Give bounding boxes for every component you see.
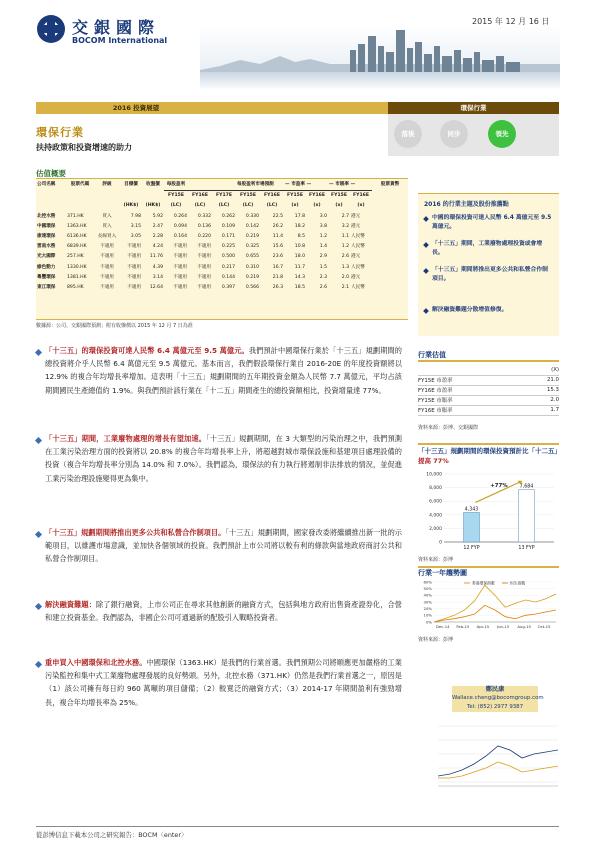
table-cell: 0.171 xyxy=(221,234,235,240)
table-cell: 長線買入 xyxy=(97,234,117,240)
table-header-cell xyxy=(94,201,120,211)
paragraph-body: 我們預計中國環保行業於「十三五」規劃期間的總投資將介乎人民幣 6.4 萬億元至 9.5 萬億元。基本而言，我們假設環保行業自 2016-20E 的年度投資額將以 12.9% 的複合年均增長率增加。這表明「十三五」規劃期間的五年期投資金額為人民幣 7.7 萬億元，平均占該期間國民生產總值約 1.9%。與我們預計該行業在「十二五」期間產生的總投資額相比，投資增量達 77%。 xyxy=(45,346,402,395)
table-header-cell: (LC) xyxy=(266,203,278,209)
table-header-cell: 每股盈利市場預測 xyxy=(236,180,260,191)
table-header-cell: — 市盈率 — xyxy=(284,180,306,191)
y-tick-label: 40% xyxy=(423,592,432,598)
table-cell: 0.330 xyxy=(245,213,259,219)
table-cell: 人民幣 xyxy=(351,234,365,240)
table-cell: 6136.HK xyxy=(67,234,87,240)
table-cell: 1.1 xyxy=(341,234,349,240)
y-tick-label: 50% xyxy=(423,586,432,592)
table-cell: 東江環保 xyxy=(37,285,56,291)
page-footer: 從彭博信息下載本公司之研究報告：BOCM〈enter〉 xyxy=(36,831,188,839)
body-paragraph xyxy=(45,526,402,566)
table-cell: 不適用 xyxy=(197,285,211,291)
sector-trend-line-chart xyxy=(418,578,559,634)
table-header-cell xyxy=(94,191,120,202)
table-cell: 8.5 xyxy=(297,234,305,240)
banner-sector: 環保行業 xyxy=(388,102,559,114)
table-cell: 不適用 xyxy=(127,264,141,270)
paragraph-lead: 「十三五」規劃期間將推出更多公共和私營合作制項目。 xyxy=(45,528,226,537)
table-cell: 不適用 xyxy=(127,285,141,291)
x-tick-label: Oct-15 xyxy=(537,624,551,629)
table-cell: 不適用 xyxy=(127,274,141,280)
table-cell: 2.47 xyxy=(152,223,163,229)
key-point-item: 解決融資難題分散增值修復。 xyxy=(424,306,552,315)
x-tick-label: 13 FYP xyxy=(518,546,535,551)
table-cell: 1381.HK xyxy=(67,274,87,280)
unit-label: (X) xyxy=(523,365,559,375)
table-header-cell xyxy=(142,191,164,202)
table-cell: 3.05 xyxy=(130,234,141,240)
industry-valuation-title: 行業估值 xyxy=(418,351,446,359)
table-cell: 光大國際 xyxy=(37,254,56,260)
table-cell: 7.98 xyxy=(130,213,141,219)
table-cell: 不適用 xyxy=(100,244,114,250)
table-header-cell: (LC) xyxy=(170,203,182,209)
table-header-cell: 每股盈利 xyxy=(164,180,188,191)
table-header-row xyxy=(36,180,408,191)
legend-label: 香港環保指數 xyxy=(472,580,495,586)
table-cell: 中國環保 xyxy=(37,223,56,229)
x-tick-label: Apr-15 xyxy=(476,624,490,629)
table-cell: 不適用 xyxy=(173,264,187,270)
table-cell: 1.2 xyxy=(319,234,327,240)
table-cell: 人民幣 xyxy=(351,285,365,291)
city-skyline-icon xyxy=(200,26,560,90)
table-cell: 0.225 xyxy=(221,244,235,250)
table-cell: 2.6 xyxy=(319,285,327,291)
table-row xyxy=(36,232,408,242)
series-line xyxy=(434,585,556,622)
table-header-cell: (x) xyxy=(357,203,365,209)
body-paragraph xyxy=(45,344,402,397)
table-row xyxy=(36,263,408,273)
rating-overweight: 領先 xyxy=(488,120,516,148)
company-logo xyxy=(36,12,186,52)
table-cell: 不適用 xyxy=(173,285,187,291)
paragraph-body: 「十三五」規劃期間，在 3 大類型的污染治理之中，我們預測在工業污染治理方面的投資將以 20.8% 的複合年均增長率上升，將超越對城市環保設施和基建項目處理設備的投資（複合年均增長率分別為 14.0% 和 7.0%）。我們認為，環保法的有力執行將遏制非法排放的情況，並促進工業污染治理設施變得更為集中。 xyxy=(45,434,402,483)
table-cell: 3.0 xyxy=(319,213,327,219)
table-cell: 18.2 xyxy=(294,223,305,229)
table-cell: 0.397 xyxy=(221,285,235,291)
analyst-phone: Tel: (852) 2977 9387 xyxy=(466,703,524,710)
x-tick-label: Feb-15 xyxy=(456,624,470,629)
table-header-cell xyxy=(212,180,236,191)
table-cell: 21.8 xyxy=(272,274,283,280)
table-cell: 0.219 xyxy=(245,234,259,240)
table-header-cell: FY15E xyxy=(331,193,347,199)
paragraph-lead: 「十三五」期間，工業廢物處理的增長有望加速。 xyxy=(45,434,207,443)
table-row xyxy=(36,283,408,293)
table-cell: 257.HK xyxy=(67,254,84,260)
table-cell: 0.310 xyxy=(245,264,259,270)
valuation-heading: 估值概要 xyxy=(36,169,66,178)
table-cell: 11.7 xyxy=(294,264,305,270)
growth-chart-title: 「十三五」規劃期間的環保投資預計比「十二五」提高 77% xyxy=(418,447,561,465)
table-header-cell xyxy=(372,191,408,202)
table-row: FY15E 市盈率 21.0 xyxy=(418,377,559,384)
table-cell: 2.9 xyxy=(319,254,327,260)
table-header-cell: (HK$) xyxy=(145,203,161,209)
table-cell: 16.7 xyxy=(272,264,283,270)
bullet-icon xyxy=(35,661,42,668)
y-tick-label: 8,000 xyxy=(429,486,442,492)
industry-valuation-table xyxy=(418,365,559,416)
table-header-cell xyxy=(66,191,94,202)
table-cell: 買入 xyxy=(102,223,112,229)
table-header-cell: (LC) xyxy=(218,203,230,209)
table-header-cell: 收盤價 xyxy=(146,182,160,188)
table-header-row xyxy=(36,201,408,211)
table-cell: 5.92 xyxy=(152,213,163,219)
y-tick-label: 6,000 xyxy=(429,499,442,505)
growth-chart-rule xyxy=(418,443,559,445)
table-cell: 不適用 xyxy=(173,254,187,260)
table-cell: 1363.HK xyxy=(67,223,87,229)
table-header-cell: FY16E xyxy=(264,193,280,199)
table-cell: 港元 xyxy=(351,274,361,280)
x-tick-label: Dec-14 xyxy=(436,624,450,629)
table-cell: 22.5 xyxy=(272,213,283,219)
table-cell: 不適用 xyxy=(100,264,114,270)
table-cell: 2.3 xyxy=(319,274,327,280)
table-cell: 18.5 xyxy=(294,285,305,291)
table-cell: 0.136 xyxy=(197,223,211,229)
table-cell: 港元 xyxy=(351,223,361,229)
table-header-cell: FY15E xyxy=(168,193,184,199)
industry-valuation-rule xyxy=(418,360,559,362)
table-cell: 26.2 xyxy=(272,223,283,229)
table-cell: 0.325 xyxy=(245,244,259,250)
table-cell: 港元 xyxy=(351,213,361,219)
bullet-icon xyxy=(35,531,42,538)
paragraph-lead: 「十三五」的環保投資可達人民幣 6.4 萬億元至 9.5 萬億元。 xyxy=(45,346,249,355)
bullet-icon xyxy=(35,349,42,356)
table-cell: 15.6 xyxy=(272,244,283,250)
table-cell: 17.8 xyxy=(294,213,305,219)
table-header-cell: 股票貨幣 xyxy=(380,182,400,188)
table-cell: 1.5 xyxy=(319,264,327,270)
paragraph-lead: 重申買入中國環保和北控水務。 xyxy=(45,658,147,667)
y-tick-label: 4,000 xyxy=(429,513,442,519)
table-cell: 不適用 xyxy=(100,254,114,260)
table-cell: 4.24 xyxy=(152,244,163,250)
table-row xyxy=(36,273,408,283)
table-row xyxy=(418,365,559,375)
table-cell: 3.15 xyxy=(130,223,141,229)
table-header-cell xyxy=(36,191,66,202)
table-header-cell: (x) xyxy=(313,203,321,209)
table-cell: 北控水務 xyxy=(37,213,56,219)
table-row: FY16E 市賬率 1.7 xyxy=(418,407,559,414)
table-header-cell: FY16E xyxy=(309,193,325,199)
table-cell: 0.655 xyxy=(245,254,259,260)
x-tick-label: Jun-15 xyxy=(497,624,510,629)
table-header-cell: 股票代碼 xyxy=(70,182,90,188)
table-cell: 3.14 xyxy=(152,274,163,280)
table-cell: 3.2 xyxy=(341,223,349,229)
table-cell: 不適用 xyxy=(100,285,114,291)
table-cell: 康達環保 xyxy=(37,234,56,240)
table-cell: 18.0 xyxy=(294,254,305,260)
table-header-cell: FY17E xyxy=(216,193,232,199)
table-header-cell: (x) xyxy=(335,203,343,209)
table-cell: 不適用 xyxy=(197,254,211,260)
table-cell: 2.28 xyxy=(152,234,163,240)
table-cell: 895.HK xyxy=(67,285,84,291)
table-row: FY16E 市盈率 15.3 xyxy=(418,387,559,394)
logo-chinese: 交銀國際 xyxy=(72,18,161,37)
table-cell: 10.8 xyxy=(294,244,305,250)
industry-valuation-source: 資料來源：彭博、交銀國際 xyxy=(418,425,479,431)
table-cell: 雲南水務 xyxy=(37,244,56,250)
bar xyxy=(519,490,535,542)
table-cell: 不適用 xyxy=(173,274,187,280)
table-cell: 0.264 xyxy=(173,213,187,219)
table-header-cell xyxy=(66,201,94,211)
bocom-logo-icon xyxy=(36,14,66,44)
rating-underweight: 落後 xyxy=(394,120,422,148)
data-label: 7,684 xyxy=(519,484,534,490)
table-cell: 0.220 xyxy=(197,234,211,240)
table-cell: 11.4 xyxy=(272,234,283,240)
valuation-bottom-rule xyxy=(36,319,408,320)
table-cell: 不適用 xyxy=(197,264,211,270)
table-cell: 不適用 xyxy=(100,274,114,280)
banner-outlook: 2016 投資展望 xyxy=(112,104,160,112)
page-title: 環保行業 xyxy=(36,126,84,139)
table-header-cell: FY15E xyxy=(240,193,256,199)
table-cell: 1330.HK xyxy=(67,264,87,270)
table-cell: 3.8 xyxy=(319,223,327,229)
table-cell: 1.2 xyxy=(341,244,349,250)
table-cell: 2.7 xyxy=(341,213,349,219)
table-cell: 粵豐環保 xyxy=(37,274,56,280)
paragraph-body: 「十三五」規劃期間，國家發改委將繼續推出新一批的示範項目，以維護市場意識，並加快各個領域的投資。我們預計上市公司將以較有利的條款與當地政府商討公共和私營合作制項目。 xyxy=(45,528,402,564)
table-cell: 不適用 xyxy=(127,244,141,250)
table-header-cell: — 市賬率 — xyxy=(328,180,350,191)
key-point-item: 「十三五」期間，工業廢物處理投資或會增長。 xyxy=(424,240,552,258)
key-points-title: 2016 的行業主題及股份推薦點 xyxy=(424,201,509,208)
body-paragraph xyxy=(45,598,402,624)
table-cell: 0.332 xyxy=(197,213,211,219)
rating-neutral: 同步 xyxy=(440,120,468,148)
page-subtitle: 扶持政策和投資增速的助力 xyxy=(36,143,132,152)
table-cell: 2.1 xyxy=(341,285,349,291)
investment-bar-chart xyxy=(418,468,559,554)
comparison-line-chart-icon xyxy=(418,716,559,802)
table-cell: 371.HK xyxy=(67,213,84,219)
table-header-cell: (x) xyxy=(291,203,299,209)
report-date: 2015 年 12 月 16 日 xyxy=(472,17,550,26)
x-tick-label: 12 FYP xyxy=(463,546,480,551)
table-cell: 12.64 xyxy=(149,285,163,291)
growth-chart-source: 資料來源：彭博 xyxy=(418,557,454,563)
paragraph-lead: 解決融資難題： xyxy=(45,600,97,609)
table-cell: 人民幣 xyxy=(351,244,365,250)
body-paragraph xyxy=(45,432,402,485)
table-header-cell: (LC) xyxy=(194,203,206,209)
bullet-icon xyxy=(35,603,42,610)
logo-english: BOCOM International xyxy=(72,36,168,45)
table-header-row xyxy=(36,191,408,202)
table-header-cell xyxy=(188,180,212,191)
table-cell: 0.500 xyxy=(221,254,235,260)
table-cell: 人民幣 xyxy=(351,264,365,270)
table-cell: 6839.HK xyxy=(67,244,87,250)
paragraph-body: 中國環保（1363.HK）是我們的行業首選。我們預期公司將順應更加嚴格的工業污染監控和集中式工業廢物處理發展的良好勢頭。另外，北控水務（371.HK）仍然是我們行業首選之一，原因是（1）該公司擁有每日約 960 萬噸的項目儲備；（2）較寬泛的融資方式；（3）2014-17 年期間盈利有強勁增長，複合年均增長率為 25%。 xyxy=(45,658,402,707)
table-cell: 0.094 xyxy=(173,223,187,229)
y-tick-label: 60% xyxy=(423,579,432,585)
table-cell: 11.76 xyxy=(149,254,163,260)
growth-annotation: +77% xyxy=(490,483,508,490)
table-cell: 0.164 xyxy=(173,234,187,240)
y-tick-label: 10% xyxy=(423,612,432,618)
key-point-item: 中國的環保投資可達人民幣 6.4 萬億元至 9.5 萬億元。 xyxy=(424,214,552,232)
table-cell: 14.3 xyxy=(294,274,305,280)
bar xyxy=(464,512,480,542)
table-cell: 1.4 xyxy=(319,244,327,250)
table-cell: 買入 xyxy=(102,213,112,219)
table-cell: 23.6 xyxy=(272,254,283,260)
table-cell: 0.219 xyxy=(245,274,259,280)
table-cell: 綠色動力 xyxy=(37,264,56,270)
table-cell: 2.0 xyxy=(341,274,349,280)
trend-chart-source: 資料來源：彭博 xyxy=(418,637,454,643)
table-header-cell: FY15E xyxy=(287,193,303,199)
y-tick-label: 2,000 xyxy=(429,526,442,532)
series-line xyxy=(434,605,556,622)
paragraph-body: 除了銀行融資，上市公司正在尋求其他創新的融資方式，包括與地方政府出售資產證券化，合營和建立投資基金。我們認為，非國企公司可通過新的配股引入戰略投資者。 xyxy=(45,600,402,623)
table-cell: 不適用 xyxy=(173,244,187,250)
table-cell: 4.39 xyxy=(152,264,163,270)
bullet-icon xyxy=(35,437,42,444)
table-cell: 0.566 xyxy=(245,285,259,291)
y-tick-label: 10,000 xyxy=(426,472,442,478)
analyst-contact xyxy=(452,686,544,712)
table-header-cell xyxy=(372,201,408,211)
data-label: 4,343 xyxy=(464,507,479,513)
table-cell: 0.262 xyxy=(221,213,235,219)
table-cell: 不適用 xyxy=(197,274,211,280)
table-cell: 0.144 xyxy=(221,274,235,280)
table-header-cell: 評級 xyxy=(102,182,112,188)
table-row xyxy=(36,222,408,232)
table-header-cell: FY16E xyxy=(192,193,208,199)
table-header-cell: FY16E xyxy=(353,193,369,199)
table-header-cell: 公司名稱 xyxy=(37,182,56,188)
table-cell: 0.142 xyxy=(245,223,259,229)
y-tick-label: 20% xyxy=(423,606,432,612)
x-tick-label: Aug-15 xyxy=(517,624,531,629)
table-cell: 不適用 xyxy=(127,254,141,260)
table-header-cell xyxy=(120,191,142,202)
table-header-cell: (HK$) xyxy=(123,203,139,209)
y-tick-label: 0% xyxy=(425,619,432,625)
key-point-item: 「十三五」期間將推出更多公共和私營合作制項目。 xyxy=(424,266,552,284)
table-row xyxy=(36,242,408,252)
trend-chart-title: 行業一年趨勢圖 xyxy=(418,569,467,577)
analyst-name: 鄭民康 xyxy=(485,686,505,693)
table-header-cell: 目標價 xyxy=(124,182,138,188)
y-tick-label: 0 xyxy=(439,540,442,546)
table-cell: 26.3 xyxy=(272,285,283,291)
table-cell: 不適用 xyxy=(197,244,211,250)
table-cell: 2.6 xyxy=(341,254,349,260)
table-row xyxy=(36,252,408,262)
table-cell: 0.217 xyxy=(221,264,235,270)
table-cell: 港元 xyxy=(351,254,361,260)
table-cell: 1.3 xyxy=(341,264,349,270)
legend-label: 恒生指數 xyxy=(510,580,526,586)
table-row: FY15E 市賬率 2.0 xyxy=(418,397,559,404)
analyst-email[interactable]: Wallace.cheng@bocomgroup.com xyxy=(452,695,544,702)
valuation-source: 數據源：公司、交銀國際預測；附有收盤價以 2015 年 12 月 7 日為准 xyxy=(36,323,193,329)
valuation-top-rule xyxy=(36,178,408,179)
table-row xyxy=(36,212,408,222)
y-tick-label: 30% xyxy=(423,599,432,605)
valuation-table xyxy=(36,180,408,293)
table-header-cell: (LC) xyxy=(242,203,254,209)
table-cell: 0.109 xyxy=(221,223,235,229)
body-paragraph xyxy=(45,656,402,709)
table-header-cell xyxy=(36,201,66,211)
footer-rule xyxy=(36,826,559,827)
